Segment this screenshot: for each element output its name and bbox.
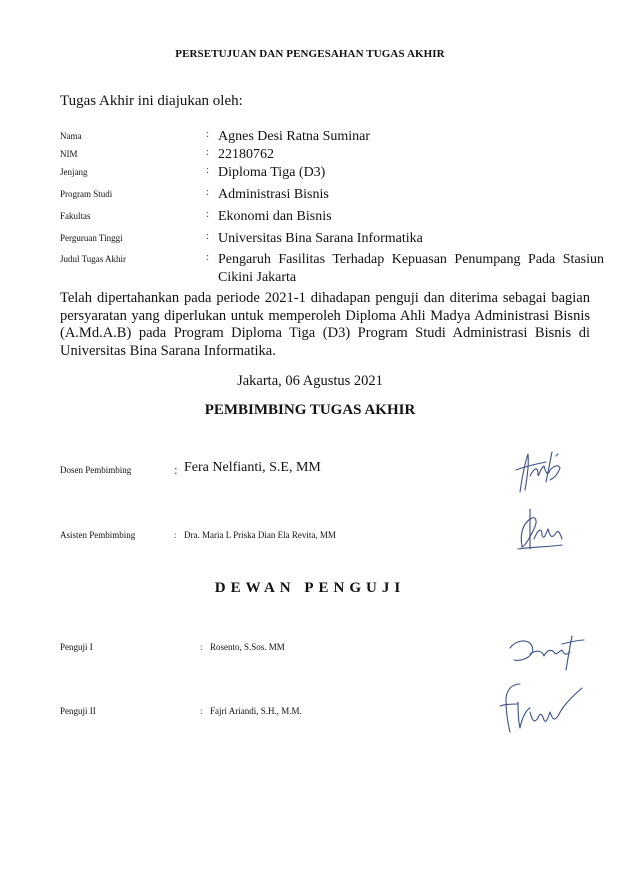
signature-dosen-pembimbing: [512, 448, 564, 498]
pembimbing-heading: PEMBIMBING TUGAS AKHIR: [204, 402, 416, 418]
identity-label: Program Studi: [60, 189, 113, 199]
person-name: Fera Nelfianti, S.E, MM: [184, 460, 321, 475]
colon: :: [206, 146, 210, 158]
identity-label: NIM: [60, 149, 78, 159]
colon: :: [206, 230, 210, 242]
person-name: Fajri Ariandi, S.H., M.M.: [210, 706, 302, 716]
colon: :: [206, 251, 210, 263]
identity-value: Pengaruh Fasilitas Terhadap Kepuasan Penumpang Pada Stasiun Cikini Jakarta: [218, 252, 604, 285]
identity-label: Jenjang: [60, 167, 88, 177]
identity-label: Nama: [60, 131, 82, 141]
person-name: Rosento, S.Sos. MM: [210, 642, 285, 652]
signature-penguji-2: [496, 678, 588, 736]
role-label: Dosen Pembimbing: [60, 465, 132, 475]
person-name: Dra. Maria L Priska Dian Ela Revita, MM: [184, 530, 336, 540]
signature-penguji-1: [506, 628, 586, 672]
identity-value: Ekonomi dan Bisnis: [218, 209, 332, 224]
identity-value: 22180762: [218, 147, 274, 162]
colon: :: [206, 186, 210, 198]
colon: :: [174, 462, 178, 477]
place-date: Jakarta, 06 Agustus 2021: [237, 373, 383, 389]
colon: :: [206, 164, 210, 176]
identity-label: Judul Tugas Akhir: [60, 254, 127, 264]
signature-asisten-pembimbing: [516, 505, 568, 553]
colon: :: [200, 706, 203, 716]
identity-value: Universitas Bina Sarana Informatika: [218, 231, 423, 246]
document-title: PERSETUJUAN DAN PENGESAHAN TUGAS AKHIR: [175, 48, 445, 60]
role-label: Asisten Pembimbing: [60, 530, 136, 540]
identity-value: Administrasi Bisnis: [218, 187, 329, 202]
approval-paragraph: Telah dipertahankan pada periode 2021-1 dihadapan penguji dan diterima sebagai bagian persyaratan yang diperlukan untuk memperoleh Diploma Ahli Madya Administrasi Bisnis (A.Md.A.B) pada Program Diploma Tiga (D3) Program Studi Administrasi Bisnis di Universitas Bina Sarana Informatika.: [60, 290, 590, 359]
intro-text: Tugas Akhir ini diajukan oleh:: [60, 93, 243, 109]
colon: :: [206, 208, 210, 220]
identity-label: Perguruan Tinggi: [60, 233, 123, 243]
colon: :: [200, 642, 203, 652]
penguji-heading: DEWAN PENGUJI: [214, 580, 406, 596]
role-label: Penguji II: [60, 706, 96, 716]
colon: :: [206, 128, 210, 140]
identity-label: Fakultas: [60, 211, 91, 221]
role-label: Penguji I: [60, 642, 93, 652]
identity-value: Diploma Tiga (D3): [218, 165, 326, 180]
identity-value: Agnes Desi Ratna Suminar: [218, 129, 371, 144]
colon: :: [174, 530, 177, 540]
